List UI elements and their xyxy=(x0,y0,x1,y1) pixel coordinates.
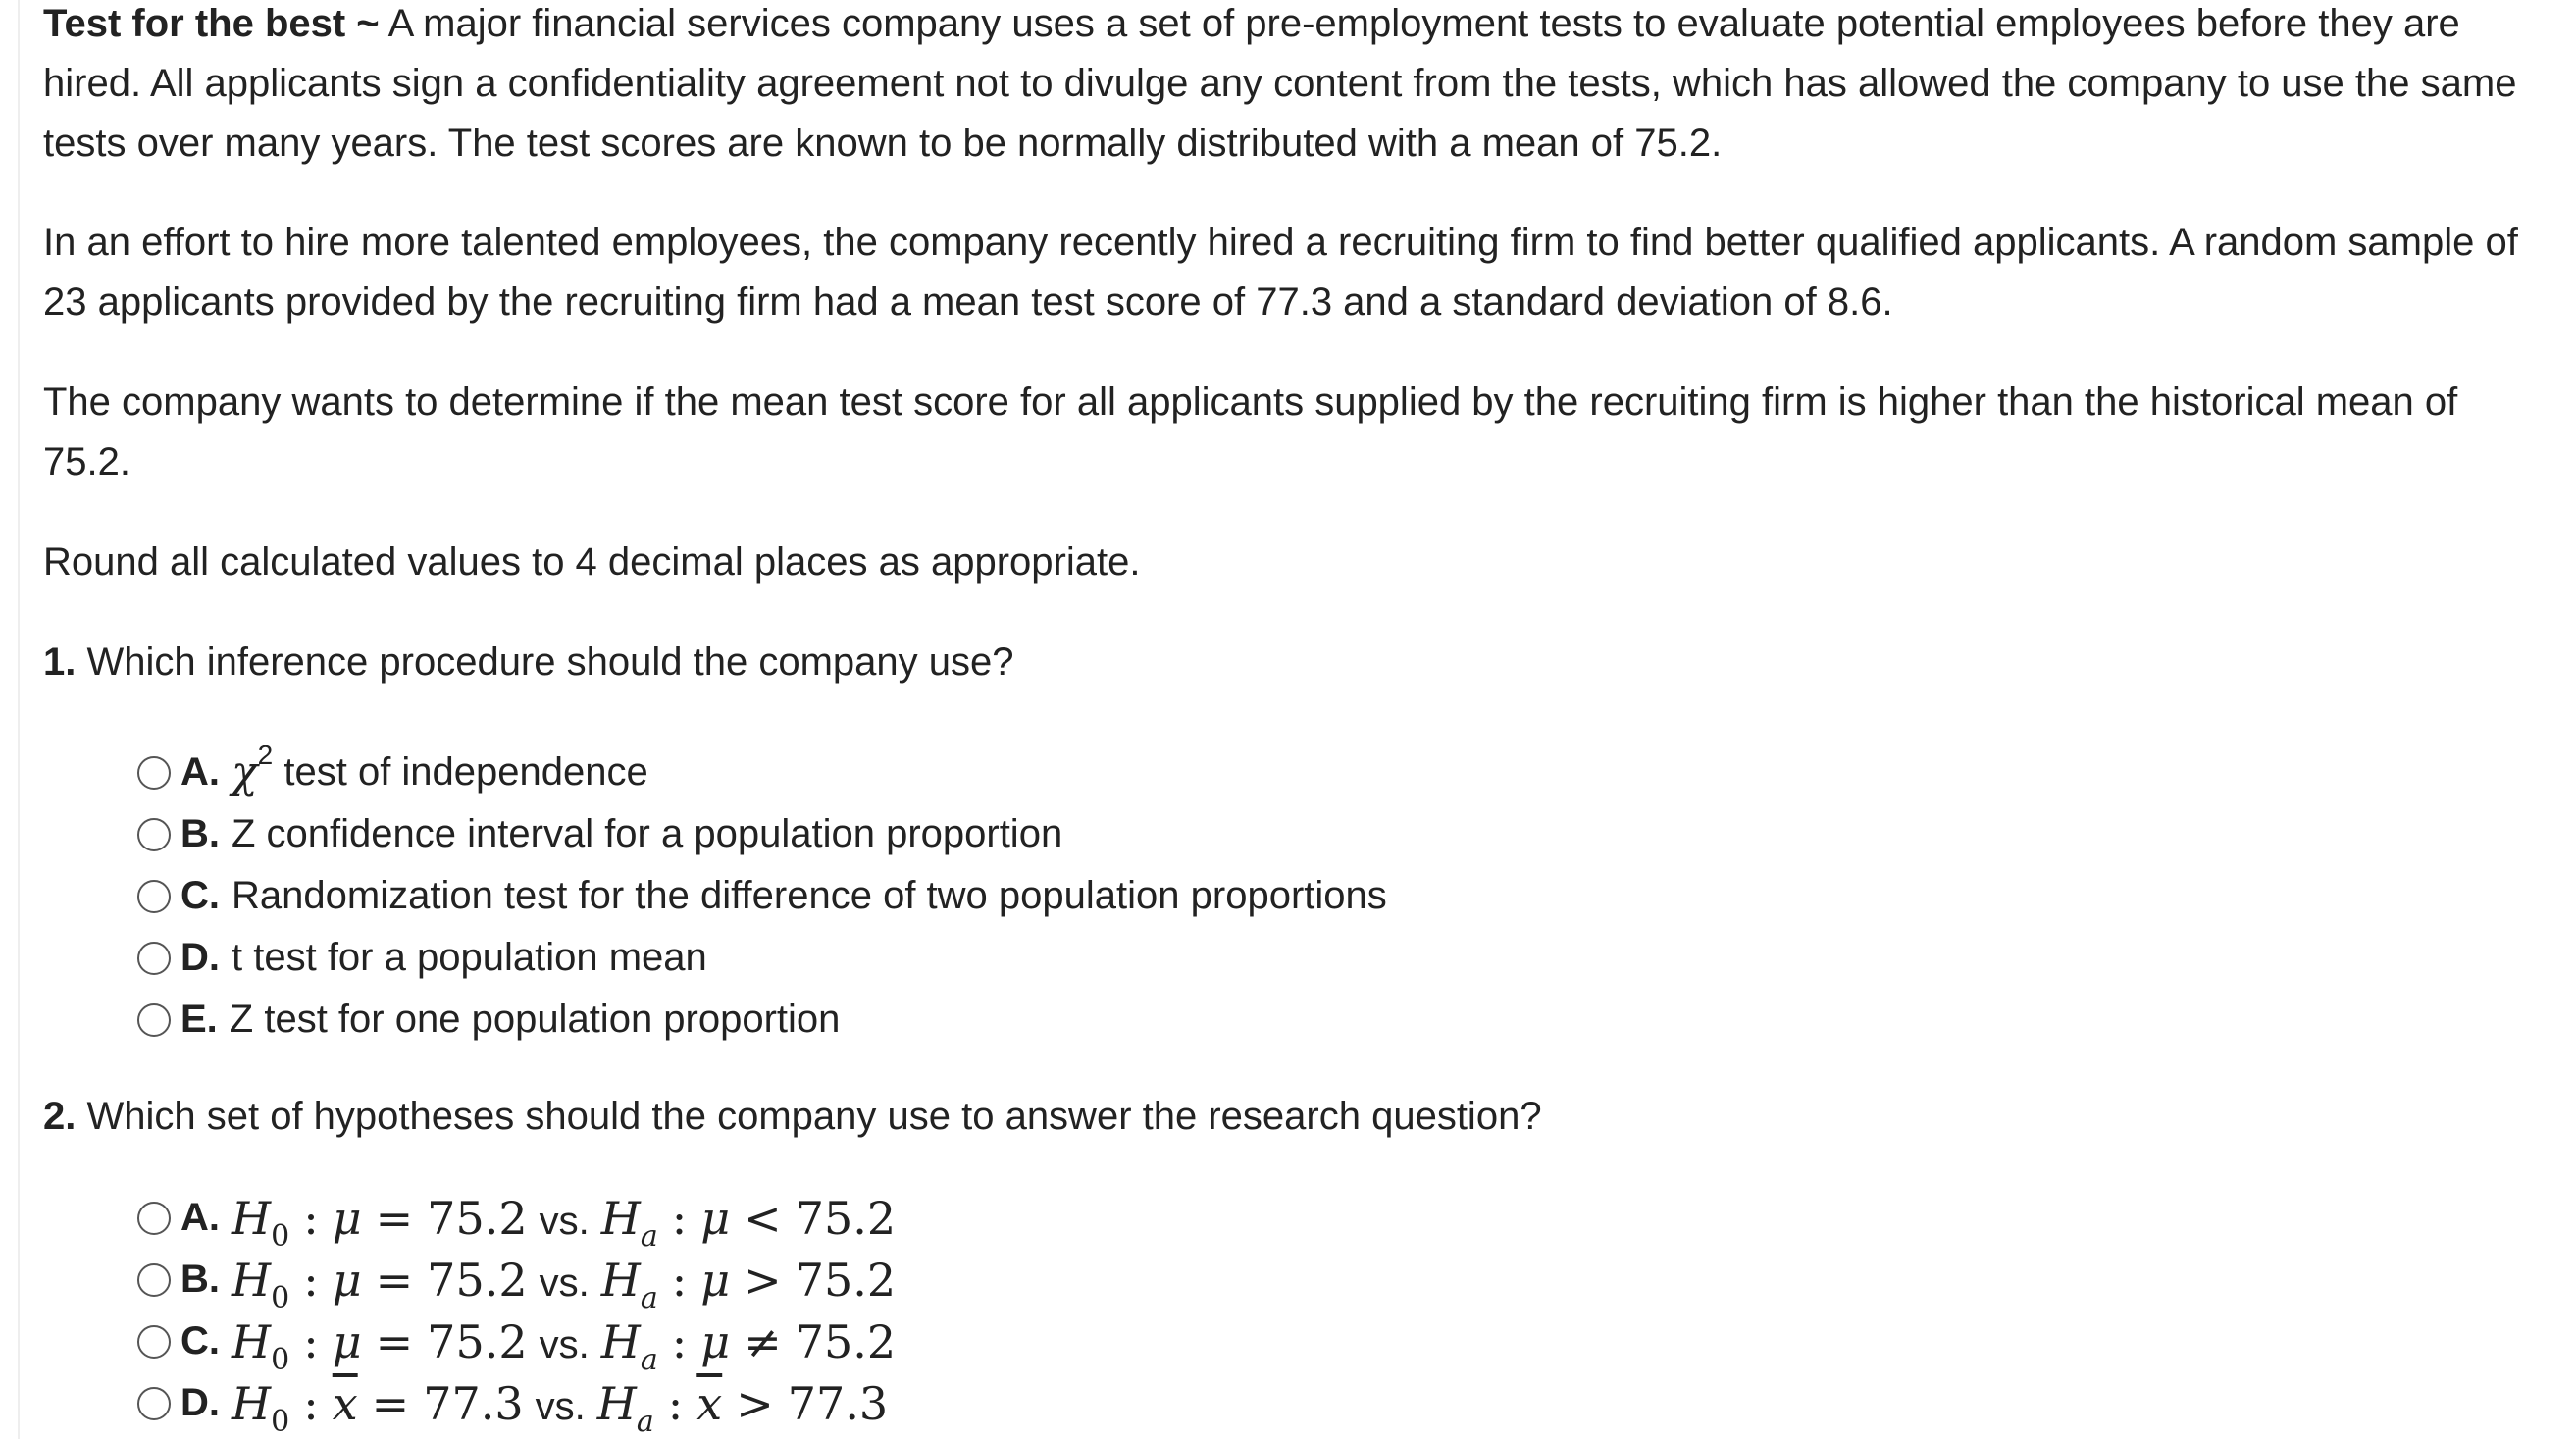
option-letter: B. xyxy=(180,812,220,855)
problem-title: Test for the best ~ xyxy=(43,2,380,45)
question-2-option-a[interactable] xyxy=(137,1187,897,1254)
option-letter: B. xyxy=(180,1258,220,1301)
alt-parameter: μ xyxy=(700,1314,731,1368)
radio-button[interactable] xyxy=(137,942,171,975)
equals-sign: = xyxy=(371,1376,410,1430)
option-text: t test for a population mean xyxy=(232,936,707,979)
sample-paragraph: In an effort to hire more talented employees, the company recently hired a recruiting firm to find better qualified applicants. A random sample of 23 applicants provided by the recruiting firm had a mean test score of 77.3 and a standard deviation of 8.6. xyxy=(43,221,2518,324)
colon: : xyxy=(303,1253,319,1307)
null-value: 75.2 xyxy=(427,1314,528,1368)
question-2-option-d[interactable] xyxy=(137,1372,896,1439)
h-symbol: H xyxy=(232,1191,272,1245)
question-1-option-e[interactable] xyxy=(137,989,1387,1051)
research-question-paragraph: The company wants to determine if the mean test score for all applicants supplied by the recruiting firm is higher than the historical mean of 75.2. xyxy=(43,381,2458,484)
question-2-text: Which set of hypotheses should the company use to answer the research question? xyxy=(76,1095,1542,1138)
radio-button[interactable] xyxy=(137,1202,171,1235)
h-symbol: H xyxy=(232,1376,272,1430)
hypothesis-expression xyxy=(232,1191,897,1254)
question-2-options xyxy=(137,1187,897,1439)
chi-symbol: χ xyxy=(232,747,258,797)
question-1-text: Which inference procedure should the company use? xyxy=(76,641,1014,684)
rounding-instruction: Round all calculated values to 4 decimal places as appropriate. xyxy=(43,540,1141,584)
colon: : xyxy=(667,1376,684,1430)
h-symbol: H xyxy=(596,1376,637,1430)
intro-paragraph xyxy=(43,0,2535,174)
vs-label: vs. xyxy=(535,1384,586,1428)
alt-operator: < xyxy=(744,1191,782,1245)
option-text: Z test for one population proportion xyxy=(229,998,841,1041)
question-2-option-c[interactable] xyxy=(137,1311,897,1377)
colon: : xyxy=(671,1314,688,1368)
h-symbol: H xyxy=(232,1253,272,1307)
option-letter: A. xyxy=(180,1196,220,1239)
vs-label: vs. xyxy=(539,1322,590,1366)
hypothesis-expression xyxy=(232,1253,897,1315)
h-symbol: H xyxy=(600,1253,641,1307)
radio-button[interactable] xyxy=(137,1003,171,1037)
colon: : xyxy=(671,1191,688,1245)
h-symbol: H xyxy=(600,1191,641,1245)
subscript-zero: 0 xyxy=(271,1280,290,1315)
subscript-zero: 0 xyxy=(271,1404,290,1439)
alt-parameter: $\overline{x}$ xyxy=(696,1376,723,1430)
option-text: Z confidence interval for a population proportion xyxy=(232,812,1063,855)
intro-text: A major financial services company uses a set of pre-employment tests to evaluate potential employees before they are hired. All applicants sign a confidentiality agreement not to divulge any content from the tests, which has allowed the company to use the same tests over many years. The test scores are known to be normally distributed with a mean of 75.2. xyxy=(43,2,2517,165)
alt-parameter: μ xyxy=(700,1191,731,1245)
question-1-option-c[interactable] xyxy=(137,865,1387,927)
alt-value: 77.3 xyxy=(787,1376,889,1430)
colon: : xyxy=(303,1314,319,1368)
radio-button[interactable] xyxy=(137,1325,171,1359)
subscript-a: a xyxy=(640,1342,658,1377)
alt-value: 75.2 xyxy=(795,1253,897,1307)
alt-parameter: μ xyxy=(700,1253,731,1307)
question-1-option-d[interactable] xyxy=(137,927,1387,989)
question-1-number: 1. xyxy=(43,641,77,684)
chi-exponent: 2 xyxy=(257,739,274,770)
equals-sign: = xyxy=(375,1191,414,1245)
vs-label: vs. xyxy=(539,1199,590,1243)
left-border xyxy=(18,0,20,1439)
hypothesis-expression xyxy=(232,1376,889,1439)
question-1-option-b[interactable] xyxy=(137,803,1387,865)
alt-operator: ≠ xyxy=(744,1314,782,1368)
subscript-zero: 0 xyxy=(271,1218,290,1254)
alt-operator: > xyxy=(736,1376,774,1430)
question-2-number: 2. xyxy=(43,1095,77,1138)
null-parameter: μ xyxy=(332,1191,362,1245)
radio-button[interactable] xyxy=(137,818,171,851)
null-parameter: μ xyxy=(332,1253,362,1307)
h-symbol: H xyxy=(232,1314,272,1368)
equals-sign: = xyxy=(375,1314,414,1368)
option-text: Randomization test for the difference of two population proportions xyxy=(232,874,1387,917)
subscript-zero: 0 xyxy=(271,1342,290,1377)
radio-button[interactable] xyxy=(137,1387,171,1420)
colon: : xyxy=(303,1191,319,1245)
subscript-a: a xyxy=(636,1404,654,1439)
radio-button[interactable] xyxy=(137,756,171,790)
alt-value: 75.2 xyxy=(795,1314,897,1368)
h-symbol: H xyxy=(600,1314,641,1368)
colon: : xyxy=(671,1253,688,1307)
option-letter: D. xyxy=(180,1381,220,1424)
alt-operator: > xyxy=(744,1253,782,1307)
subscript-a: a xyxy=(640,1218,658,1254)
question-2-prompt xyxy=(43,1087,2535,1147)
hypothesis-expression xyxy=(232,1314,897,1377)
question-1-prompt xyxy=(43,633,2535,693)
subscript-a: a xyxy=(640,1280,658,1315)
null-value: 75.2 xyxy=(427,1253,528,1307)
option-letter: A. xyxy=(180,750,220,794)
null-value: 77.3 xyxy=(423,1376,524,1430)
option-text: test of independence xyxy=(273,750,648,794)
question-2-option-b[interactable] xyxy=(137,1249,897,1315)
question-1-option-a[interactable] xyxy=(137,739,1387,803)
colon: : xyxy=(303,1376,319,1430)
option-letter: C. xyxy=(180,1319,220,1362)
option-letter: C. xyxy=(180,874,220,917)
null-value: 75.2 xyxy=(427,1191,528,1245)
null-parameter: μ xyxy=(332,1314,362,1368)
radio-button[interactable] xyxy=(137,1263,171,1297)
vs-label: vs. xyxy=(539,1260,590,1305)
equals-sign: = xyxy=(375,1253,414,1307)
radio-button[interactable] xyxy=(137,880,171,913)
option-letter: E. xyxy=(180,998,218,1041)
alt-value: 75.2 xyxy=(795,1191,897,1245)
option-letter: D. xyxy=(180,936,220,979)
null-parameter: $\overline{x}$ xyxy=(332,1376,358,1430)
question-1-options xyxy=(137,739,1387,1051)
